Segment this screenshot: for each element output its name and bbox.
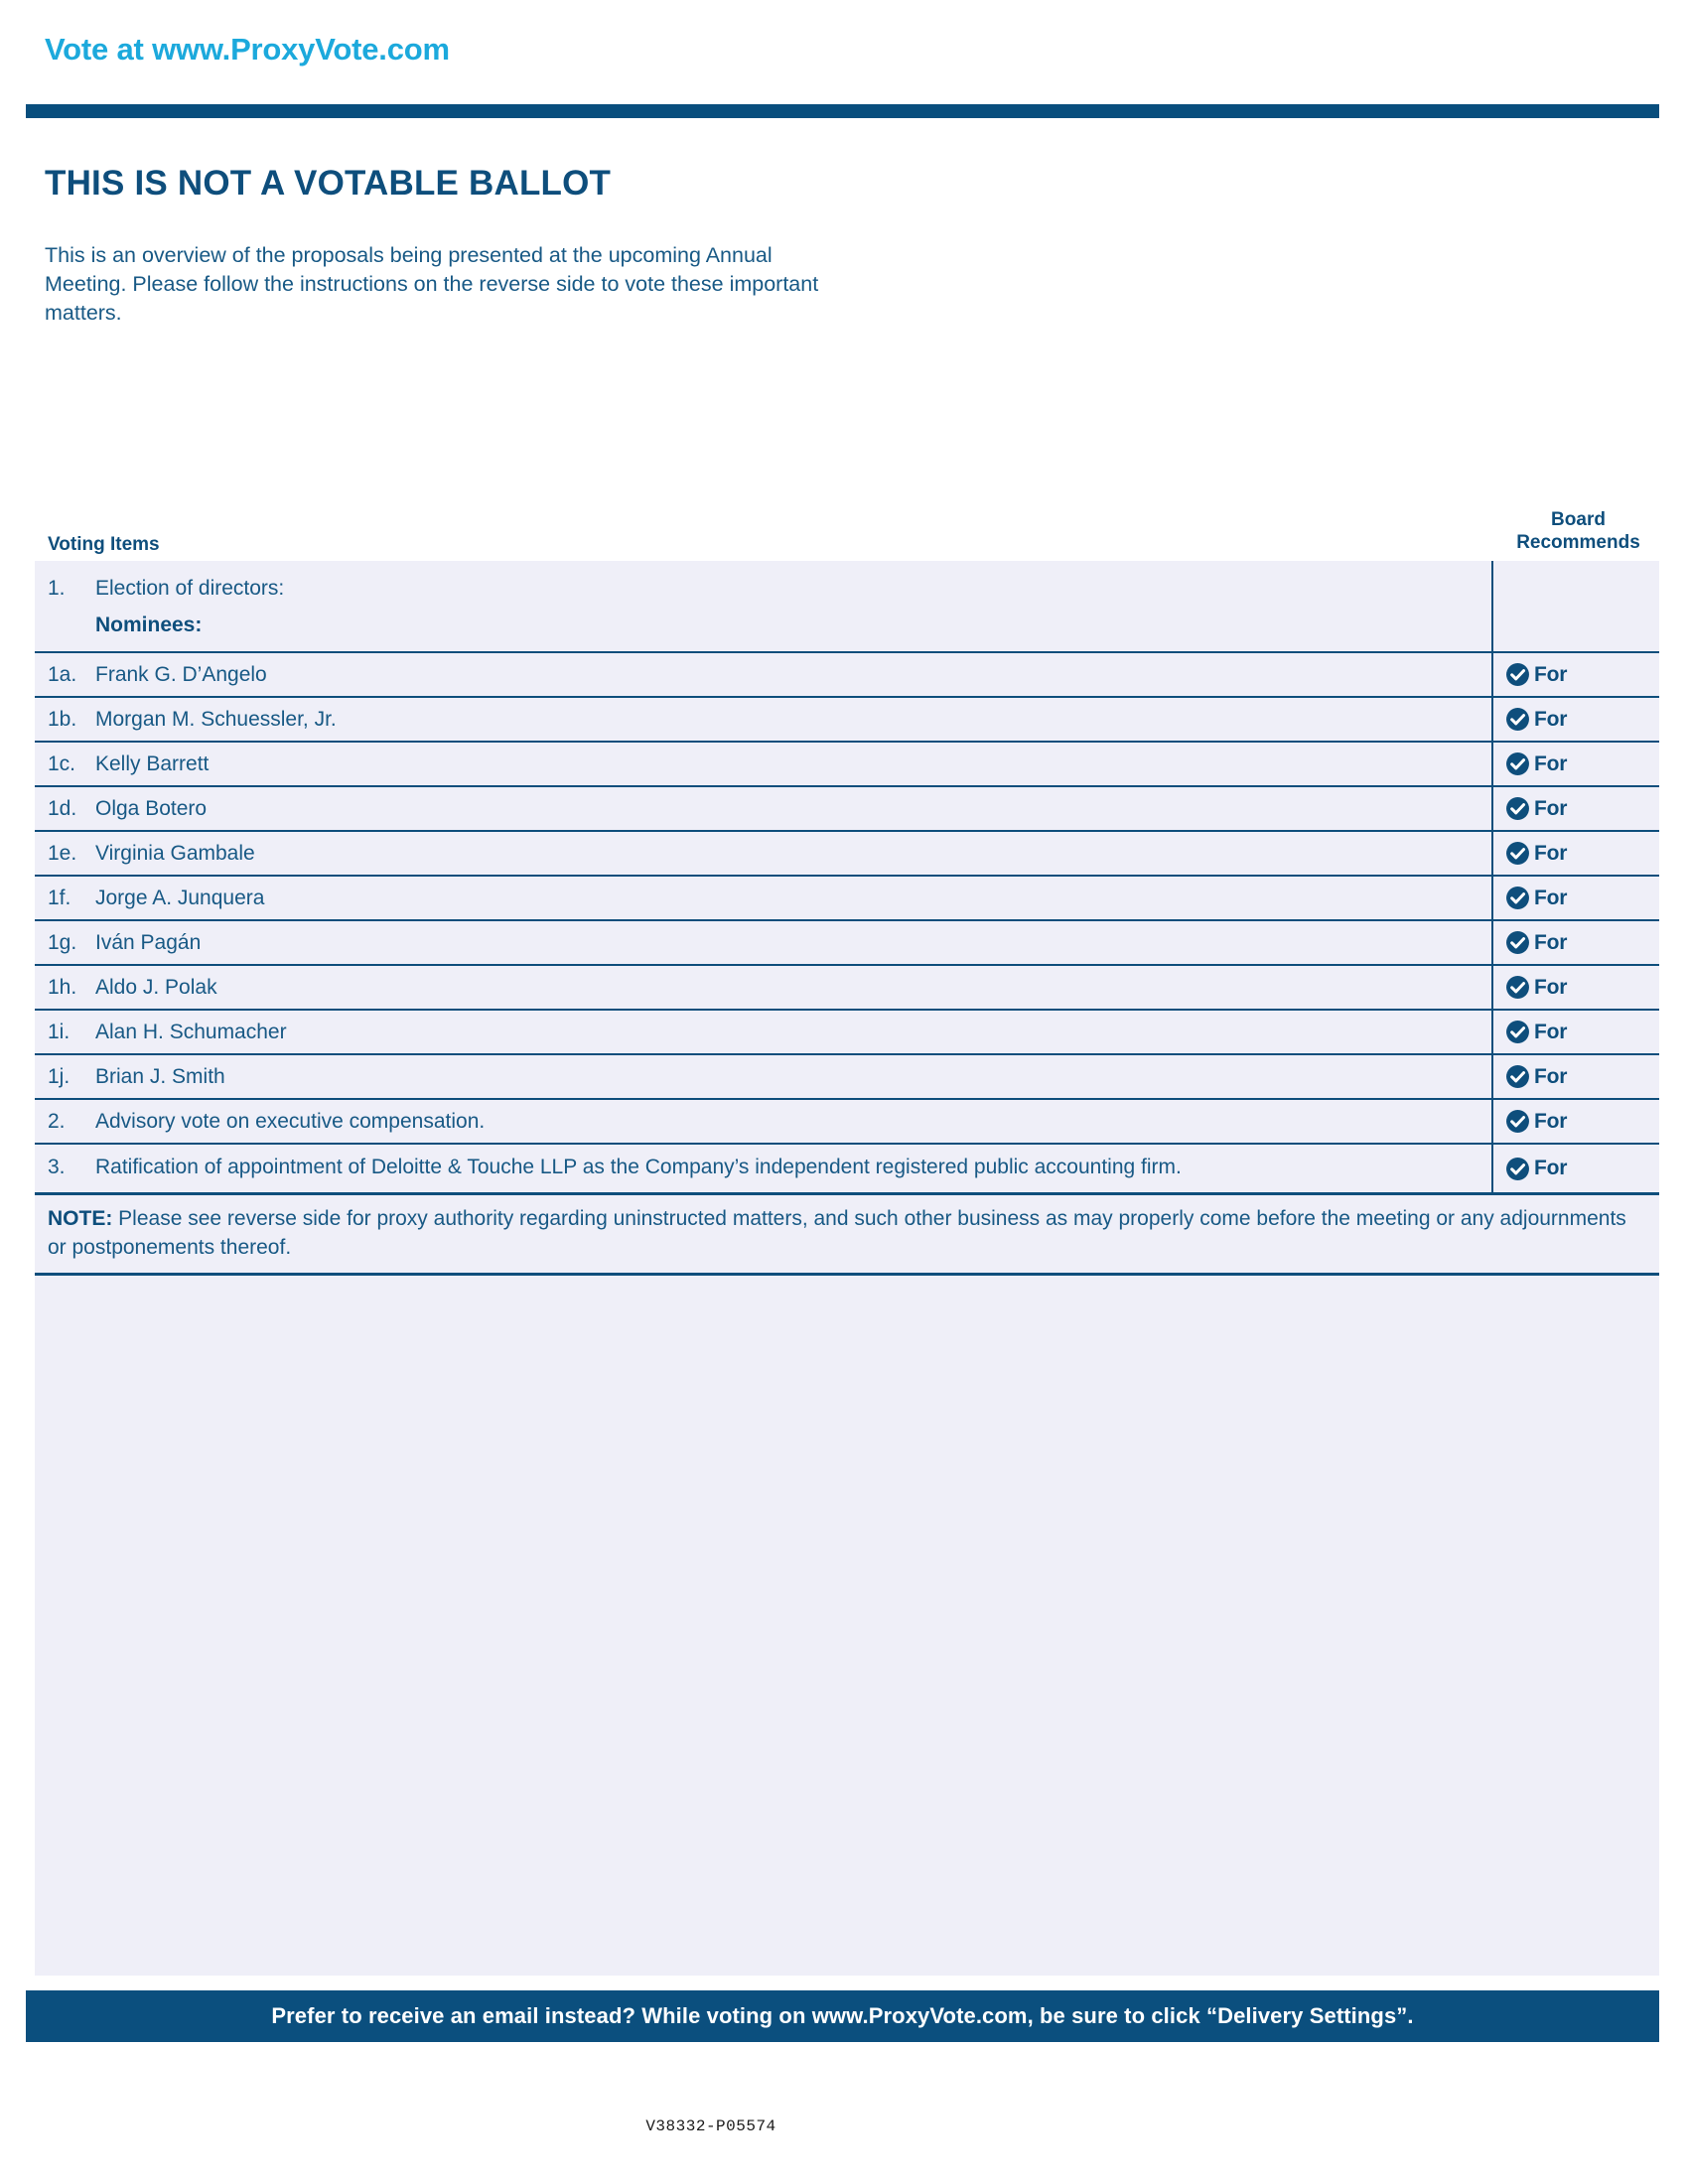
table-row	[35, 696, 1659, 741]
item-number: 1e.	[48, 842, 77, 865]
check-circle-icon	[1505, 1064, 1530, 1089]
check-circle-icon	[1505, 662, 1530, 687]
voting-item-cell	[35, 1011, 1491, 1053]
board-recommendation-cell	[1491, 653, 1659, 696]
table-row	[35, 651, 1659, 696]
table-row	[35, 1053, 1659, 1098]
table-row	[35, 830, 1659, 875]
note-block	[35, 1192, 1659, 1276]
nominee-name: Virginia Gambale	[95, 842, 255, 865]
voting-item-cell	[35, 608, 1491, 651]
item-number: 1h.	[48, 976, 77, 999]
check-circle-icon	[1505, 841, 1530, 866]
voting-items-table	[35, 561, 1659, 1192]
recommendation-label: For	[1534, 841, 1568, 865]
table-row	[35, 608, 1659, 651]
voting-item-cell	[35, 921, 1491, 964]
item-number	[48, 611, 95, 639]
recommendation-label: For	[1534, 662, 1568, 686]
check-circle-icon	[1505, 975, 1530, 1000]
table-row	[35, 1098, 1659, 1143]
board-header-line-2: Recommends	[1516, 532, 1640, 553]
note-text	[48, 1204, 1645, 1262]
board-recommendation-cell	[1491, 1055, 1659, 1098]
recommendation-badge	[1505, 1109, 1567, 1134]
table-row	[35, 1143, 1659, 1192]
item-number: 2.	[48, 1110, 66, 1133]
board-recommendation-cell	[1491, 877, 1659, 919]
table-row	[35, 741, 1659, 785]
note-body: Please see reverse side for proxy authority regarding uninstructed matters, and such other business as may properly come before the meeting or any adjournments or postponements thereof.	[48, 1207, 1626, 1259]
item-number: 1j.	[48, 1065, 70, 1088]
item-label: Advisory vote on executive compensation.	[95, 1110, 486, 1133]
voting-item-cell	[35, 743, 1491, 785]
nominee-name: Alan H. Schumacher	[95, 1021, 287, 1043]
board-header-line-1: Board	[1551, 509, 1606, 530]
table-row	[35, 561, 1659, 608]
proxyvote-header-link[interactable]: Vote at www.ProxyVote.com	[45, 32, 450, 67]
voting-item-cell	[35, 1100, 1491, 1143]
recommendation-label: For	[1534, 707, 1568, 731]
voting-item-cell	[35, 787, 1491, 830]
item-number: 1f.	[48, 887, 71, 909]
table-row	[35, 875, 1659, 919]
item-number: 1.	[48, 577, 66, 600]
item-number: 1g.	[48, 931, 77, 954]
recommendation-label: For	[1534, 975, 1568, 999]
check-circle-icon	[1505, 1109, 1530, 1134]
nominee-name: Morgan M. Schuessler, Jr.	[95, 708, 337, 731]
recommendation-badge	[1505, 1157, 1567, 1181]
recommendation-badge	[1505, 662, 1567, 687]
check-circle-icon	[1505, 707, 1530, 732]
recommendation-label: For	[1534, 1020, 1568, 1043]
recommendation-badge	[1505, 1064, 1567, 1089]
board-recommendation-cell	[1491, 1100, 1659, 1143]
footer-message: Prefer to receive an email instead? While voting on www.ProxyVote.com, be sure to click “Delivery Settings”.	[271, 2003, 1414, 2028]
voting-item-cell	[35, 877, 1491, 919]
item-number: 1a.	[48, 663, 77, 686]
item-number: 3.	[48, 1156, 66, 1178]
voting-item-cell	[35, 966, 1491, 1009]
nominee-name: Kelly Barrett	[95, 752, 210, 775]
board-recommendation-cell	[1491, 1011, 1659, 1053]
recommendation-badge	[1505, 841, 1567, 866]
page-title: THIS IS NOT A VOTABLE BALLOT	[45, 164, 612, 203]
check-circle-icon	[1505, 886, 1530, 910]
recommendation-badge	[1505, 975, 1567, 1000]
nominee-name: Iván Pagán	[95, 931, 202, 954]
intro-paragraph: This is an overview of the proposals being presented at the upcoming Annual Meeting. Please follow the instructions on the reverse side to vote these important matters.	[45, 243, 819, 325]
check-circle-icon	[1505, 796, 1530, 821]
recommendation-badge	[1505, 751, 1567, 776]
board-recommendation-cell	[1491, 698, 1659, 741]
board-recommendation-cell	[1491, 966, 1659, 1009]
recommendation-badge	[1505, 1020, 1567, 1044]
board-recommendation-cell	[1491, 1145, 1659, 1192]
board-recommendation-cell	[1491, 921, 1659, 964]
voting-item-cell	[35, 653, 1491, 696]
blank-content-area	[35, 1276, 1659, 1976]
recommendation-badge	[1505, 930, 1567, 955]
recommendation-badge	[1505, 796, 1567, 821]
item-number: 1b.	[48, 708, 77, 731]
recommendation-label: For	[1534, 1064, 1568, 1088]
recommendation-label: For	[1534, 751, 1568, 775]
header-divider-rule	[26, 104, 1659, 118]
check-circle-icon	[1505, 930, 1530, 955]
voting-item-cell	[35, 1055, 1491, 1098]
voting-item-cell	[35, 832, 1491, 875]
board-recommendation-cell	[1491, 561, 1659, 608]
recommendation-label: For	[1534, 1157, 1568, 1179]
nominee-name: Brian J. Smith	[95, 1065, 225, 1088]
recommendation-badge	[1505, 707, 1567, 732]
table-row	[35, 785, 1659, 830]
voting-item-cell	[35, 698, 1491, 741]
voting-item-cell	[35, 1145, 1491, 1192]
column-header-voting-items: Voting Items	[48, 534, 160, 555]
nominee-name: Frank G. D’Angelo	[95, 663, 267, 686]
note-label: NOTE:	[48, 1207, 113, 1230]
item-label: Ratification of appointment of Deloitte & Touche LLP as the Company’s independent registered public accounting firm.	[95, 1156, 1182, 1178]
nominee-name: Olga Botero	[95, 797, 208, 820]
table-row	[35, 1009, 1659, 1053]
recommendation-badge	[1505, 886, 1567, 910]
nominee-name: Aldo J. Polak	[95, 976, 217, 999]
voting-item-cell	[35, 561, 1491, 608]
item-number: 1c.	[48, 752, 76, 775]
nominees-subheading: Nominees:	[95, 614, 203, 636]
board-recommendation-cell	[1491, 832, 1659, 875]
item-number: 1d.	[48, 797, 77, 820]
board-recommendation-cell	[1491, 787, 1659, 830]
item-number: 1i.	[48, 1021, 70, 1043]
recommendation-label: For	[1534, 886, 1568, 909]
recommendation-label: For	[1534, 1109, 1568, 1133]
board-recommendation-cell	[1491, 608, 1659, 651]
document-control-number: V38332-P05574	[645, 2117, 776, 2135]
nominee-name: Jorge A. Junquera	[95, 887, 265, 909]
table-row	[35, 919, 1659, 964]
column-header-board-recommends	[1491, 508, 1665, 554]
footer-banner	[26, 1990, 1659, 2042]
table-row	[35, 964, 1659, 1009]
item-label: Election of directors:	[95, 577, 285, 600]
check-circle-icon	[1505, 1157, 1530, 1181]
check-circle-icon	[1505, 751, 1530, 776]
recommendation-label: For	[1534, 930, 1568, 954]
board-recommendation-cell	[1491, 743, 1659, 785]
check-circle-icon	[1505, 1020, 1530, 1044]
recommendation-label: For	[1534, 796, 1568, 820]
